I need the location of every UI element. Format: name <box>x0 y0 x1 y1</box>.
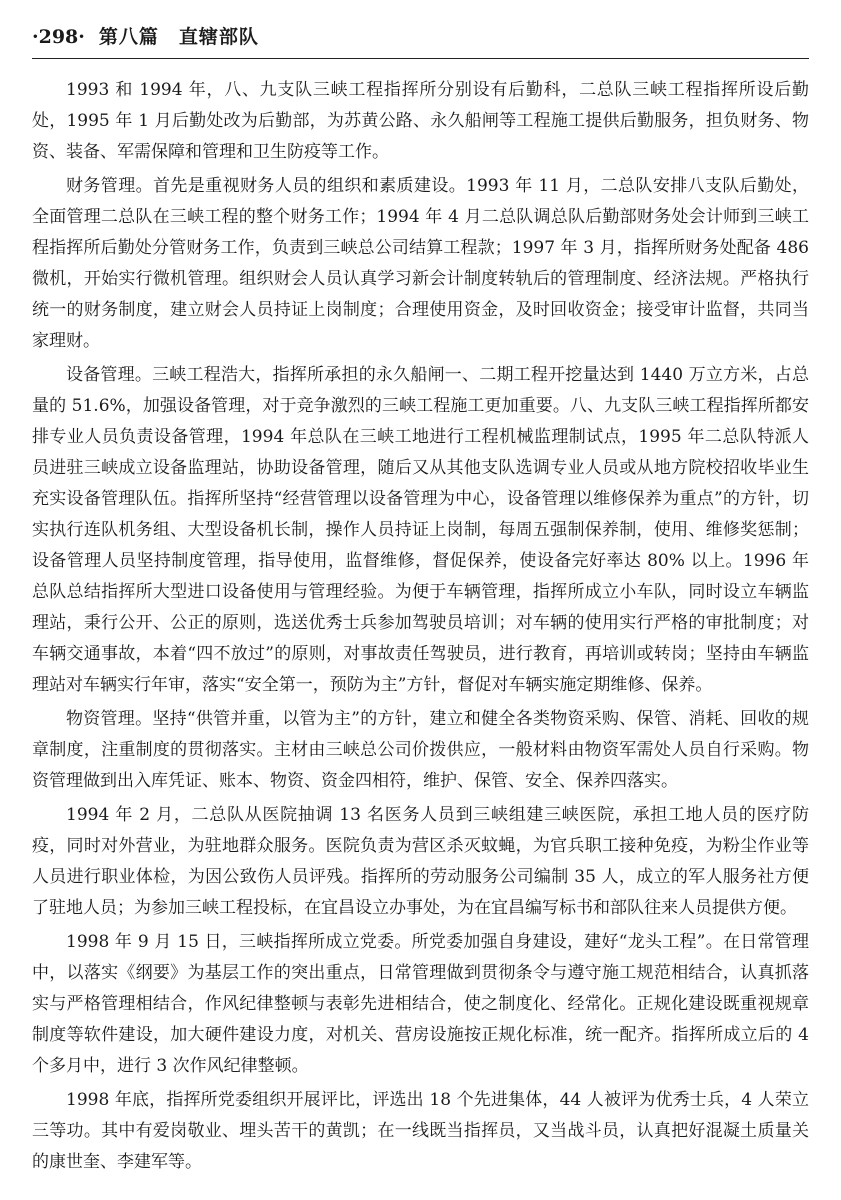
section-title: 直辖部队 <box>178 26 259 48</box>
paragraph-financial-management: 财务管理。首先是重视财务人员的组织和素质建设。1993 年 11 月，二总队安排八支队后勤处，全面管理二总队在三峡工程的整个财务工作；1994 年 4 月二总队调总队后勤部财务处会计师到三峡工程指挥所后勤处分管财务工作，负责到三峡总公司结算工程款；1997 年 3 月，指挥所财务处配备 486 微机，开始实行微机管理。组织财会人员认真学习新会计制度转轨后的管理制度、经济法规。严格执行统一的财务制度，建立财会人员持证上岗制度；合理使用资金，及时回收资金；接受审计监督，共同当家理财。 <box>32 176 809 351</box>
part-title: 第八篇 <box>98 26 159 48</box>
paragraph-equipment-management: 设备管理。三峡工程浩大，指挥所承担的永久船闸一、二期工程开挖量达到 1440 万立方米，占总量的 51.6%，加强设备管理，对于竞争激烈的三峡工程施工更加重要。八、九支队三峡工程指挥所都安排专业人员负责设备管理，1994 年总队在三峡工地进行工程机械监理制试点，1995 年二总队特派人员进驻三峡成立设备监理站，协助设备管理，随后又从其他支队选调专业人员或从地方院校招收毕业生充实设备管理队伍。指挥所坚持“经营管理以设备管理为中心，设备管理以维修保养为重点”的方针，切实执行连队机务组、大型设备机长制，操作人员持证上岗制，每周五强制保养制，使用、维修奖惩制；设备管理人员坚持制度管理，指导使用，监督维修，督促保养，使设备完好率达 80% 以上。1996 年总队总结指挥所大型进口设备使用与管理经验。为便于车辆管理，指挥所成立小车队，同时设立车辆监理站，秉行公开、公正的原则，选送优秀士兵参加驾驶员培训；对车辆的使用实行严格的审批制度；对车辆交通事故，本着“四不放过”的原则，对事故责任驾驶员，进行教育，再培训或转岗；坚持由车辆监理站对车辆实行年审，落实“安全第一，预防为主”方针，督促对车辆实施定期维修、保养。 <box>32 365 809 695</box>
body-text <box>32 75 809 1178</box>
paragraph-logistics-overview: 1993 和 1994 年，八、九支队三峡工程指挥所分别设有后勤科，二总队三峡工程指挥所设后勤处，1995 年 1 月后勤处改为后勤部，为苏黄公路、永久船闸等工程施工提供后勤服务，担负财务、物资、装备、军需保障和管理和卫生防疫等工作。 <box>32 80 809 162</box>
paragraph-materials-management: 物资管理。坚持“供管并重，以管为主”的方针，建立和健全各类物资采购、保管、消耗、回收的规章制度，注重制度的贯彻落实。主材由三峡总公司价拨供应，一般材料由物资军需处人员自行采购。物资管理做到出入库凭证、账本、物资、资金四相符，维护、保管、安全、保养四落实。 <box>32 709 809 791</box>
paragraph-hospital: 1994 年 2 月，二总队从医院抽调 13 名医务人员到三峡组建三峡医院，承担工地人员的医疗防疫，同时对外营业，为驻地群众服务。医院负责为营区杀灭蚊蝇，为官兵职工接种免疫，为粉尘作业等人员进行职业体检，为因公致伤人员评残。指挥所的劳动服务公司编制 35 人，成立的军人服务社方便了驻地人员；为参加三峡工程投标，在宜昌设立办事处，为在宜昌编写标书和部队往来人员提供方便。 <box>32 805 809 918</box>
page-number: ·298· <box>32 26 85 48</box>
running-header <box>32 22 809 59</box>
paragraph-evaluation: 1998 年底，指挥所党委组织开展评比，评选出 18 个先进集体，44 人被评为优秀士兵，4 人荣立三等功。其中有爱岗敬业、埋头苦干的黄凯；在一线既当指挥员，又当战斗员，认真把好混凝土质量关的康世奎、李建军等。 <box>32 1090 809 1172</box>
paragraph-party-committee: 1998 年 9 月 15 日，三峡指挥所成立党委。所党委加强自身建设，建好“龙头工程”。在日常管理中，以落实《纲要》为基层工作的突出重点，日常管理做到贯彻条令与遵守施工规范相结合，认真抓落实与严格管理相结合，作风纪律整顿与表彰先进相结合，使之制度化、经常化。正规化建设既重视规章制度等软件建设，加大硬件建设力度，对机关、营房设施按正规化标准，统一配齐。指挥所成立后的 4 个多月中，进行 3 次作风纪律整顿。 <box>32 932 809 1076</box>
